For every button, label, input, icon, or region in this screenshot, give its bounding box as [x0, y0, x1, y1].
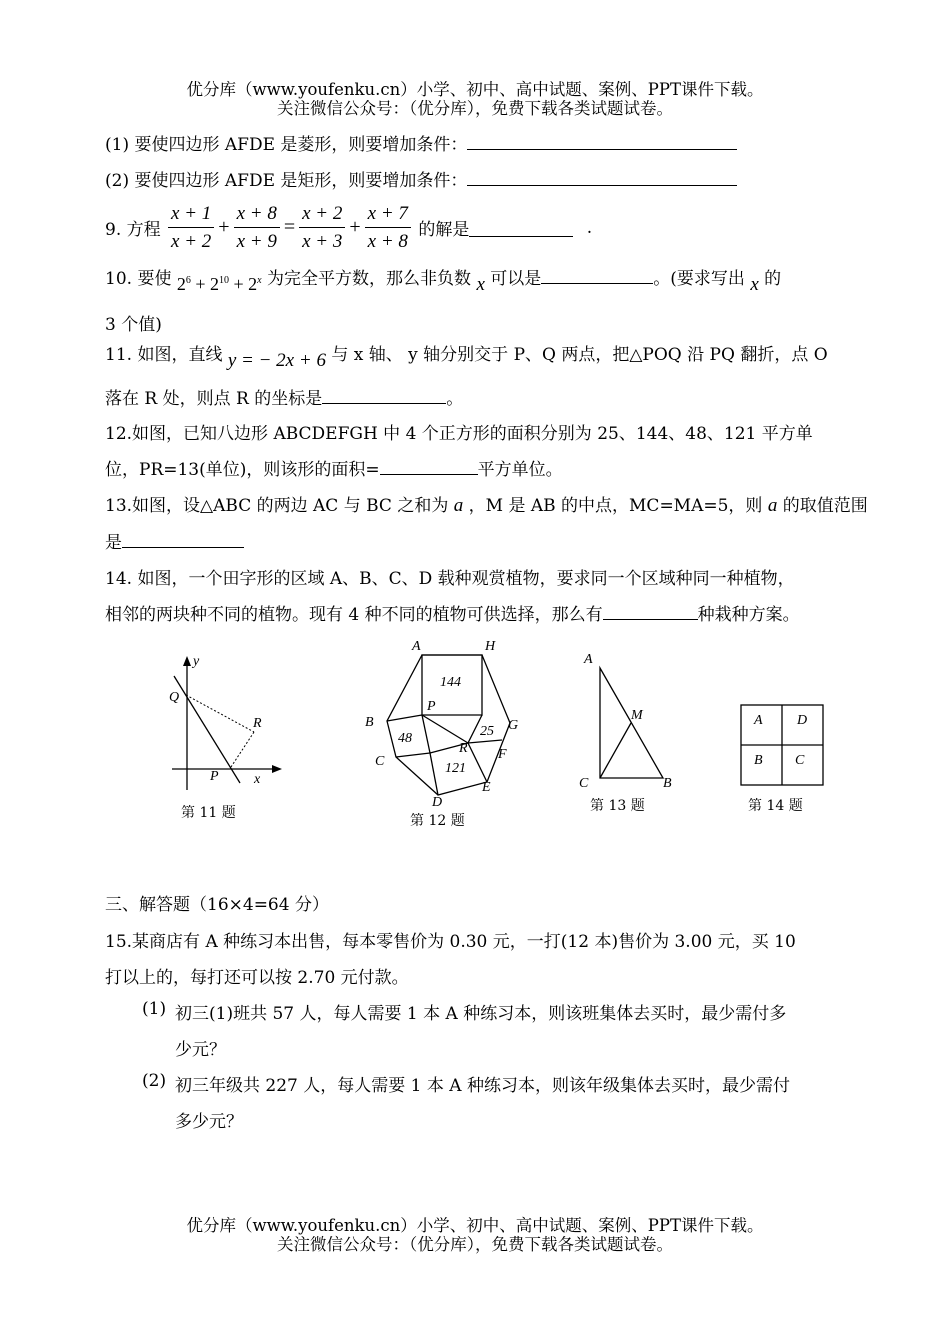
section3-title: 三、解答题（16×4=64 分） [105, 895, 329, 915]
fig12-area-48: 48 [398, 731, 412, 746]
q13-line1c: 的取值范围 [782, 496, 868, 516]
q13-answer-blank[interactable] [122, 529, 244, 548]
fig14-cell-d: D [797, 713, 808, 728]
q10-mid: 为完全平方数，那么非负数 [267, 269, 472, 289]
q9-frac1-den: x + 2 [171, 231, 212, 252]
fig12-label-a: A [412, 639, 421, 654]
q12-line2b: 平方单位。 [477, 460, 563, 480]
fig12-label-b: B [365, 715, 374, 730]
fig13-label-m: M [631, 708, 643, 723]
q12-line1: 12.如图，已知八边形 ABCDEFGH 中 4 个正方形的面积分别为 25、144、48、121 平方单 [105, 424, 813, 444]
q14-line2b: 种栽种方案。 [697, 605, 800, 625]
fig13-caption: 第 13 题 [590, 798, 645, 814]
fig11-label-q: Q [169, 690, 180, 705]
q9-frac1-num: x + 1 [168, 200, 214, 228]
q9-op-1: + [218, 216, 230, 238]
fig12-label-d: D [432, 795, 443, 810]
q9-fraction-4 [365, 200, 411, 255]
q8-part1 [105, 130, 737, 155]
q9-fraction-3 [299, 200, 345, 255]
q9-fraction-2 [234, 200, 280, 255]
q14-answer-blank[interactable] [603, 601, 698, 620]
q12-line2 [105, 455, 563, 480]
q15-line2: 打以上的，每打还可以按 2.70 元付款。 [105, 968, 409, 988]
q13-line1a: 13.如图，设△ABC 的两边 AC 与 BC 之和为 [105, 496, 449, 516]
figure-14 [740, 704, 830, 789]
q15-part1-number: (1) [142, 999, 167, 1019]
fig13-label-b: B [663, 776, 672, 791]
fig11-label-y: y [193, 654, 200, 669]
q10-after: 可以是 [490, 269, 542, 289]
q13-var-2: a [767, 495, 778, 516]
fig13-label-c: C [579, 776, 589, 791]
q8-part1-text: (1) 要使四边形 AFDE 是菱形，则要增加条件： [105, 135, 468, 155]
q9-op-2: = [283, 216, 296, 238]
q11-line2a: 落在 R 处，则点 R 的坐标是 [105, 389, 323, 409]
q9-end: . [586, 217, 593, 238]
q11-prefix: 11. 如图，直线 [105, 345, 223, 365]
q10-tail2: 的 [764, 269, 782, 289]
fig12-edge-pr [422, 715, 468, 743]
q9-frac4-num: x + 7 [365, 200, 411, 228]
fig12-area-25: 25 [480, 724, 494, 739]
fig12-edge-p-down [422, 715, 430, 753]
q11-equation: y = − 2x + 6 [227, 350, 326, 371]
fig11-x-arrow [272, 765, 282, 773]
fig12-label-p: P [427, 699, 436, 714]
fig12-label-r: R [459, 741, 468, 756]
figure-12 [360, 635, 530, 810]
q10-var: x [476, 274, 485, 295]
q10-prefix: 10. 要使 [105, 269, 172, 289]
fig13-median-cm [600, 723, 631, 778]
figure-13 [575, 648, 685, 793]
q15-line1: 15.某商店有 A 种练习本出售，每本零售价为 0.30 元，一打(12 本)售价为 3.00 元，买 10 [105, 932, 796, 952]
q9 [105, 200, 592, 255]
fig13-label-a: A [584, 652, 593, 667]
fig12-label-e: E [482, 780, 491, 795]
fig11-label-r: R [253, 716, 262, 731]
q11-line2b: 。 [446, 389, 464, 409]
q15-part2-line2: 多少元？ [175, 1112, 243, 1132]
fig14-cell-b: B [754, 753, 763, 768]
q9-frac3-den: x + 3 [302, 231, 343, 252]
footer-line-1: 优分库（www.youfenku.cn）小学、初中、高中试题、案例、PPT课件下载。 [186, 1216, 764, 1235]
q10-expression: $2^6 + 2^{10} + 2^x$ [176, 274, 262, 294]
figure-11 [160, 650, 300, 800]
q9-answer-blank[interactable] [469, 218, 573, 237]
q11 [105, 340, 828, 371]
q15-part1-line2: 少元？ [175, 1040, 226, 1060]
q13-line2-text: 是 [105, 533, 122, 553]
fig12-edge-bp [387, 715, 422, 721]
fig12-edge-re [468, 743, 487, 782]
q14-line2a: 相邻的两块种不同的植物。现有 4 种不同的植物可供选择，那么有 [105, 605, 603, 625]
fig14-cell-c: C [795, 753, 805, 768]
fig14-cell-a: A [754, 713, 763, 728]
q11-line2 [105, 384, 463, 409]
q12-line2a: 位，PR=13(单位)，则该形的面积= [105, 460, 380, 480]
fig11-y-arrow [183, 656, 191, 666]
q11-rest: 与 x 轴、 y 轴分别交于 P、Q 两点，把△POQ 沿 PQ 翻折，点 O [331, 345, 828, 365]
fig12-label-f: F [498, 747, 507, 762]
q8-part2-text: (2) 要使四边形 AFDE 是矩形，则要增加条件： [105, 171, 468, 191]
q9-frac2-num: x + 8 [234, 200, 280, 228]
q10 [105, 264, 782, 295]
fig12-caption: 第 12 题 [410, 813, 465, 829]
fig11-line-pq [174, 676, 240, 783]
q9-frac4-den: x + 8 [367, 231, 408, 252]
fig14-caption: 第 14 题 [748, 798, 803, 814]
footer-line-2: 关注微信公众号：（优分库），免费下载各类试题试卷。 [277, 1235, 673, 1254]
q11-answer-blank[interactable] [322, 385, 446, 404]
fig11-label-p: P [210, 769, 219, 784]
q13-var: a [453, 495, 464, 516]
q10-var-2: x [750, 274, 759, 295]
q10-answer-blank[interactable] [541, 265, 653, 284]
q15-part2-number: (2) [142, 1071, 167, 1091]
fig12-area-144: 144 [440, 675, 461, 690]
q10-line2: 3 个值) [105, 315, 162, 335]
q8-part1-blank[interactable] [467, 131, 737, 150]
fig12-area-121: 121 [445, 761, 466, 776]
fig11-caption: 第 11 题 [181, 805, 236, 821]
q13-line1b: ，M 是 AB 的中点，MC=MA=5，则 [468, 496, 763, 516]
fig12-edge-rf [468, 740, 502, 743]
fig11-dashed-rp [231, 732, 254, 767]
q15-part2-line1: 初三年级共 227 人，每人需要 1 本 A 种练习本，则该年级集体去买时，最少需付 [175, 1076, 790, 1096]
fig12-edge-c [396, 753, 430, 757]
q13-line1 [105, 491, 868, 517]
fig11-label-x: x [254, 772, 261, 787]
q8-part2-blank[interactable] [467, 167, 737, 186]
q9-op-3: + [349, 216, 361, 238]
q10-tail: 。(要求写出 [653, 269, 745, 289]
q9-frac2-den: x + 9 [236, 231, 277, 252]
q9-prefix: 9. 方程 [105, 220, 161, 240]
fig12-label-g: G [508, 718, 519, 733]
fig12-label-h: H [485, 639, 496, 654]
q13-line2 [105, 528, 244, 553]
header-line-2: 关注微信公众号：（优分库），免费下载各类试题试卷。 [277, 99, 673, 118]
header-line-1: 优分库（www.youfenku.cn）小学、初中、高中试题、案例、PPT课件下载。 [186, 80, 764, 99]
q12-answer-blank[interactable] [380, 456, 478, 475]
q14-line1: 14. 如图，一个田字形的区域 A、B、C、D 载种观赏植物，要求同一个区域种同一种植物， [105, 569, 795, 589]
fig11-dashed-qr [186, 695, 254, 732]
fig12-label-c: C [375, 754, 385, 769]
q14-line2 [105, 600, 800, 625]
q8-part2 [105, 166, 737, 191]
q9-suffix: 的解是 [418, 220, 470, 240]
q9-fraction-1 [168, 200, 214, 255]
q15-part1-line1: 初三(1)班共 57 人，每人需要 1 本 A 种练习本，则该班集体去买时，最少需付多 [175, 1004, 787, 1024]
q9-frac3-num: x + 2 [299, 200, 345, 228]
